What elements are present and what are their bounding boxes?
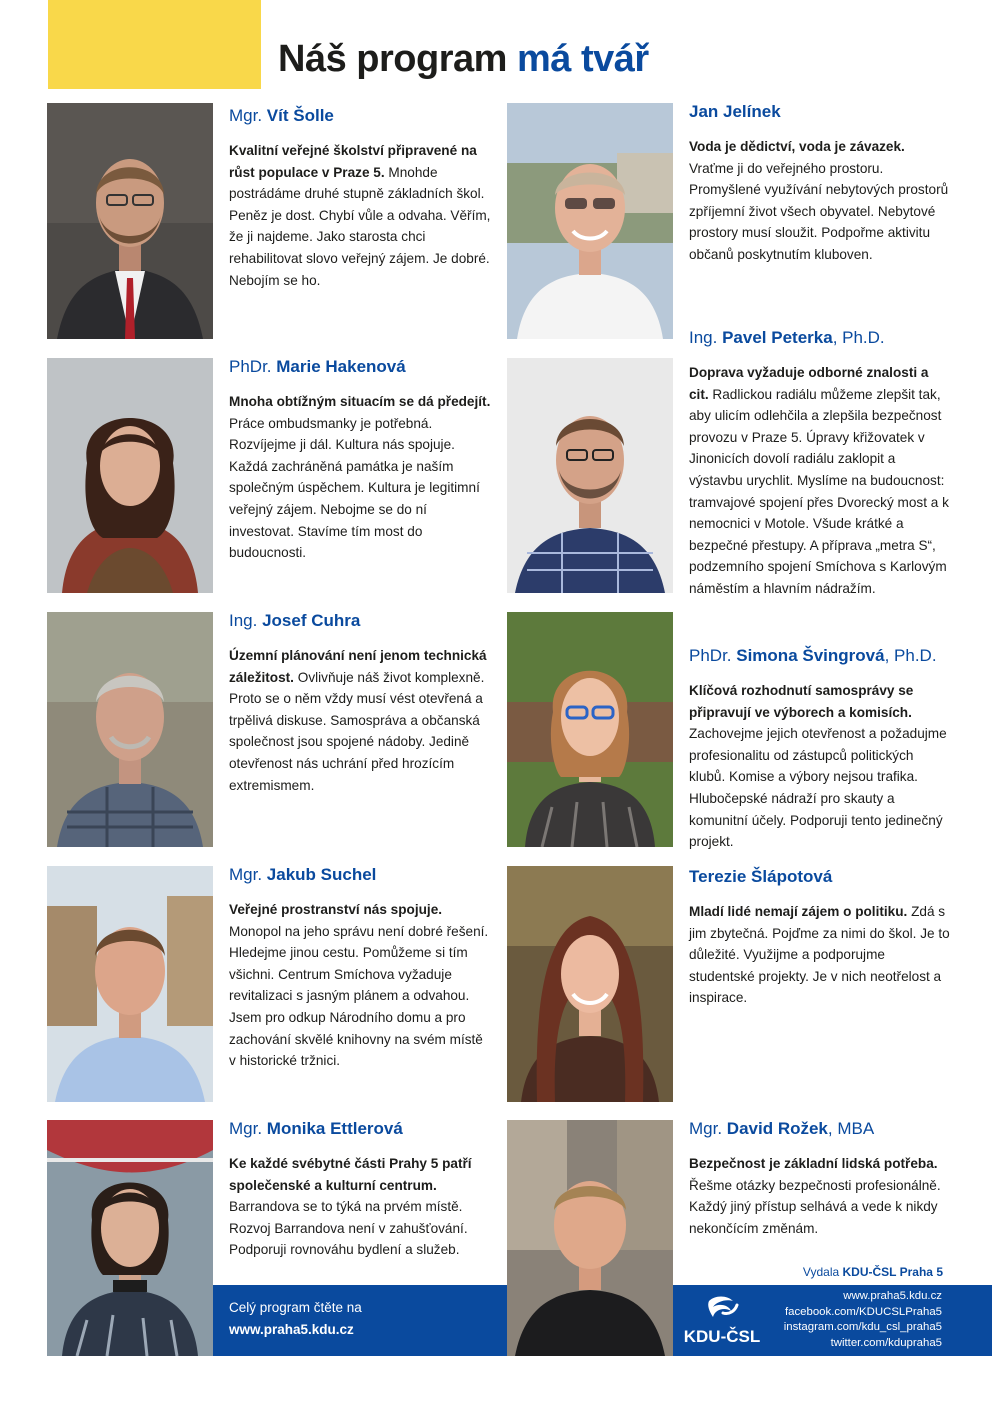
candidate-statement-body: Ovlivňuje náš život komplexně. Proto se o něm vždy musí vést otevřená a trpělivá diskuse. Samospráva a občanská společnost jsou spojené nádoby. Jedině otevřenost nás uchrání před hrozícím extremismem. [229, 669, 485, 793]
publisher-prefix: Vydala [802, 1265, 843, 1279]
candidate-profile [229, 610, 491, 796]
candidate-title-suffix: , Ph.D. [832, 328, 885, 347]
candidate-statement-body: Zdá s jim zbytečná. Pojďme za nimi do škol. Je to důležité. Využijme a podporujme studentské projekty. Je v nich neotřelost a inspirace. [689, 904, 950, 1006]
candidate-name-main: Josef Cuhra [262, 611, 361, 630]
portrait-photo [47, 103, 213, 339]
portrait-photo [47, 612, 213, 847]
candidate-name [229, 105, 491, 127]
candidate-title-suffix: , Ph.D. [884, 646, 937, 665]
website-link[interactable]: www.praha5.kdu.cz [843, 1290, 942, 1302]
portrait-photo [507, 1120, 673, 1356]
candidate-statement-lead: Bezpečnost je základní lidská potřeba. [689, 1156, 938, 1171]
candidate-title-suffix: , MBA [827, 1119, 875, 1138]
candidate-statement-lead: Veřejné prostranství nás spojuje. [229, 902, 443, 917]
candidate-name [689, 101, 951, 123]
candidate-statement [689, 1153, 951, 1239]
candidate-title-prefix: Mgr. [229, 106, 267, 125]
instagram-link[interactable]: instagram.com/kdu_csl_praha5 [783, 1321, 942, 1333]
candidate-statement-lead: Ke každé svébytné části Prahy 5 patří společenské a kulturní centrum. [229, 1156, 472, 1193]
candidate-profile [229, 1118, 491, 1261]
candidate-name [229, 1118, 491, 1140]
candidate-name-main: Vít Šolle [266, 106, 334, 125]
page-title [278, 38, 649, 81]
candidate-title-prefix: Mgr. [689, 1119, 727, 1138]
portrait-photo [507, 866, 673, 1102]
portrait-photo [507, 103, 673, 339]
candidate-statement-lead: Doprava vyžaduje odborné znalosti a cit. [689, 365, 929, 402]
portrait-photo [47, 866, 213, 1102]
candidate-name [229, 864, 491, 886]
candidate-statement [229, 899, 491, 1072]
candidate-title-prefix: PhDr. [229, 357, 277, 376]
candidate-statement-lead: Kvalitní veřejné školství připravené na růst populace v Praze 5. [229, 143, 477, 180]
program-url-link[interactable]: www.praha5.kdu.cz [229, 1322, 354, 1337]
candidate-statement-body: Monopol na jeho správu není dobré řešení. Hledejme jinou cestu. Pomůžeme si tím všichni. Centrum Smíchova vyžaduje revitalizaci s jasným plánem a odvahou. Jsem pro odkup Národního domu a pro zachování skvělé knihovny na svém místě v historické tržnici. [229, 923, 489, 1069]
candidate-statement [689, 901, 951, 1009]
twitter-link[interactable]: twitter.com/kdupraha5 [830, 1336, 942, 1349]
candidate-statement-body: Radlickou radiálu můžeme zlepšit tak, aby ulicím odlehčila a zlepšila bezpečnost provozu v Praze 5. Úpravy křižovatek v Jinonicích dovolí radiálu zaklopit a výstavbu urychlit. Myslíme na budoucnost: tramvajové spojení přes Dvorecký most a k nemocnici v Motole. Všude krátké a bezpečné přestupy. A příprava „metra S“, podzemního spojení Smíchova s Karlovým náměstím a hlavním nádražím. [689, 386, 949, 596]
footer-bar [673, 1285, 992, 1356]
candidate-name-main: Marie Hakenová [276, 357, 406, 376]
candidate-name-main: Monika Ettlerová [266, 1119, 403, 1138]
candidate-name [689, 327, 951, 349]
portrait-photo [507, 358, 673, 593]
candidate-name-main: Jan Jelínek [689, 102, 781, 121]
candidate-profile [689, 1118, 951, 1239]
portrait-photo [507, 612, 673, 847]
publisher-name: KDU-ČSL Praha 5 [842, 1265, 943, 1279]
candidate-name [689, 1118, 951, 1140]
candidate-name [689, 645, 951, 667]
candidate-statement [229, 140, 491, 291]
candidate-name-main: Simona Švingrová [736, 646, 885, 665]
candidate-name-main: Pavel Peterka [722, 328, 833, 347]
candidate-profile [689, 866, 951, 1009]
title-accent: má tvář [516, 38, 649, 80]
candidate-statement-body: Vraťme ji do veřejného prostoru. Promyšlené využívání nebytových prostorů zpříjemní život všech obyvatel. Nebytové prostory musí sloužit. Podpořme aktivitu občanů poskytnutím kluboven. [689, 160, 949, 262]
candidate-statement-lead: Klíčová rozhodnutí samosprávy se připravují ve výborech a komisích. [689, 683, 914, 720]
candidate-statement-body: Barrandova se to týká na prvém místě. Rozvoj Barrandova není v zahušťování. Podporuji rovnováhu bydlení a služeb. [229, 1199, 468, 1258]
yellow-accent-block [48, 0, 261, 89]
candidate-statement [689, 680, 951, 853]
candidate-statement [229, 1153, 491, 1261]
candidate-profile [229, 105, 491, 291]
candidate-statement-lead: Územní plánování není jenom technická záležitost. [229, 648, 487, 685]
candidate-statement-body: Zachovejme jejich otevřenost a požadujme profesionalitu od zástupců politických klubů. Komise a výbory nejsou trafika. Hlubočepské nádraží pro skauty a komunitní účely. Podporuji tento jedinečný projekt. [689, 726, 947, 850]
candidate-name [229, 610, 491, 632]
program-label: Celý program čtěte na [229, 1300, 362, 1315]
candidate-profile [689, 327, 951, 600]
title-main: Náš program [278, 38, 507, 80]
candidate-statement [229, 391, 491, 564]
portrait-photo [47, 358, 213, 593]
candidate-statement-body: Mnohde postrádáme druhé stupně základních škol. Peněz je dost. Chybí vůle a odvaha. Věřím, že ji najdeme. Jako starosta chci rehabilitovat slovo veřejný zájem. Je dobré. Nebojím se ho. [229, 164, 491, 288]
candidate-statement [689, 136, 951, 266]
candidate-profile [689, 645, 951, 853]
facebook-link[interactable]: facebook.com/KDUCSLPraha5 [784, 1305, 942, 1318]
publisher-credit [760, 1265, 943, 1279]
portrait-photo [47, 1120, 213, 1356]
candidate-statement-body: Práce ombudsmanky je potřebná. Rozvíjejme ji dál. Kultura nás spojuje. Každá zachráněná památka je naším společným úspěchem. Kultura je legitimní veřejný zájem. Nebojme se do ní investovat. Stavíme tím most do budoucnosti. [229, 415, 480, 561]
candidate-profile [229, 356, 491, 564]
candidate-statement-body: Řešme otázky bezpečnosti profesionálně. Každý jiný přístup selhává a vede k nikdy nekončícím změnám. [689, 1177, 941, 1236]
candidate-profile [689, 101, 951, 266]
candidate-title-prefix: Ing. [229, 611, 263, 630]
candidate-statement-lead: Mladí lidé nemají zájem o politiku. [689, 904, 908, 919]
candidate-title-prefix: Mgr. [229, 1119, 267, 1138]
footer-links [784, 1289, 942, 1351]
candidate-statement [689, 362, 951, 600]
candidate-title-prefix: Mgr. [229, 865, 267, 884]
candidate-title-prefix: PhDr. [689, 646, 737, 665]
program-link-box [213, 1285, 507, 1356]
logo-emblem-icon [679, 1293, 765, 1327]
candidate-name [229, 356, 491, 378]
candidate-name-main: David Rožek [726, 1119, 828, 1138]
candidate-profile [229, 864, 491, 1072]
kdu-csl-logo [679, 1293, 765, 1349]
candidate-statement-lead: Mnoha obtížným situacím se dá předejít. [229, 394, 491, 409]
candidate-name [689, 866, 951, 888]
candidate-name-main: Jakub Suchel [266, 865, 377, 884]
candidate-name-main: Terezie Šlápotová [689, 867, 833, 886]
candidate-statement-lead: Voda je dědictví, voda je závazek. [689, 139, 905, 154]
candidate-statement [229, 645, 491, 796]
candidate-title-prefix: Ing. [689, 328, 723, 347]
logo-text: KDU-ČSL [683, 1327, 761, 1346]
